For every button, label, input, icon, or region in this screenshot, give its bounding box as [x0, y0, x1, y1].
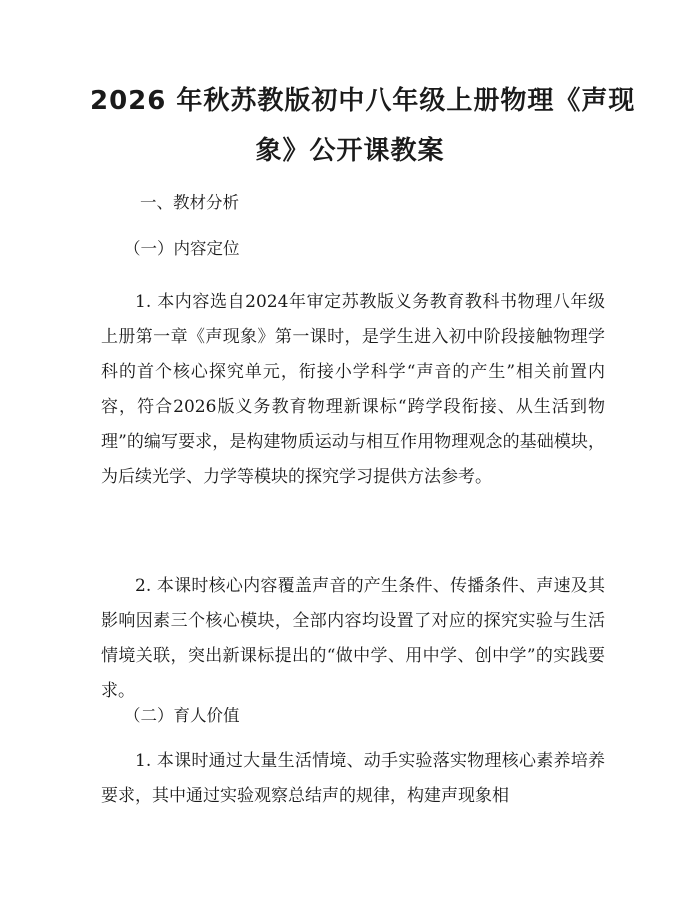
subsection-heading-content-positioning: （一）内容定位: [124, 239, 240, 258]
document-title-line-1: 2026 年秋苏教版初中八年级上册物理《声现: [90, 86, 636, 116]
section-heading-textbook-analysis: 一、教材分析: [140, 193, 239, 212]
paragraph-content-positioning-1: 1. 本内容选自2024年审定苏教版义务教育教科书物理八年级上册第一章《声现象》第一课时，是学生进入初中阶段接触物理学科的首个核心探究单元，衔接小学科学“声音的产生”相关前置内容，符合2026版义务教育物理新课标“跨学段衔接、从生活到物理”的编写要求，是构建物质运动与相互作用物理观念的基础模块，为后续光学、力学等模块的探究学习提供方法参考。: [101, 292, 605, 487]
document-title-line-2: 象》公开课教案: [255, 136, 445, 166]
paragraph-educational-value-1: 1. 本课时通过大量生活情境、动手实验落实物理核心素养培养要求，其中通过实验观察总结声的规律，构建声现象相: [101, 751, 605, 806]
subsection-heading-educational-value: （二）育人价值: [124, 706, 240, 725]
paragraph-content-positioning-2: 2. 本课时核心内容覆盖声音的产生条件、传播条件、声速及其影响因素三个核心模块，全部内容均设置了对应的探究实验与生活情境关联，突出新课标提出的“做中学、用中学、创中学”的实践要求。: [101, 576, 605, 701]
